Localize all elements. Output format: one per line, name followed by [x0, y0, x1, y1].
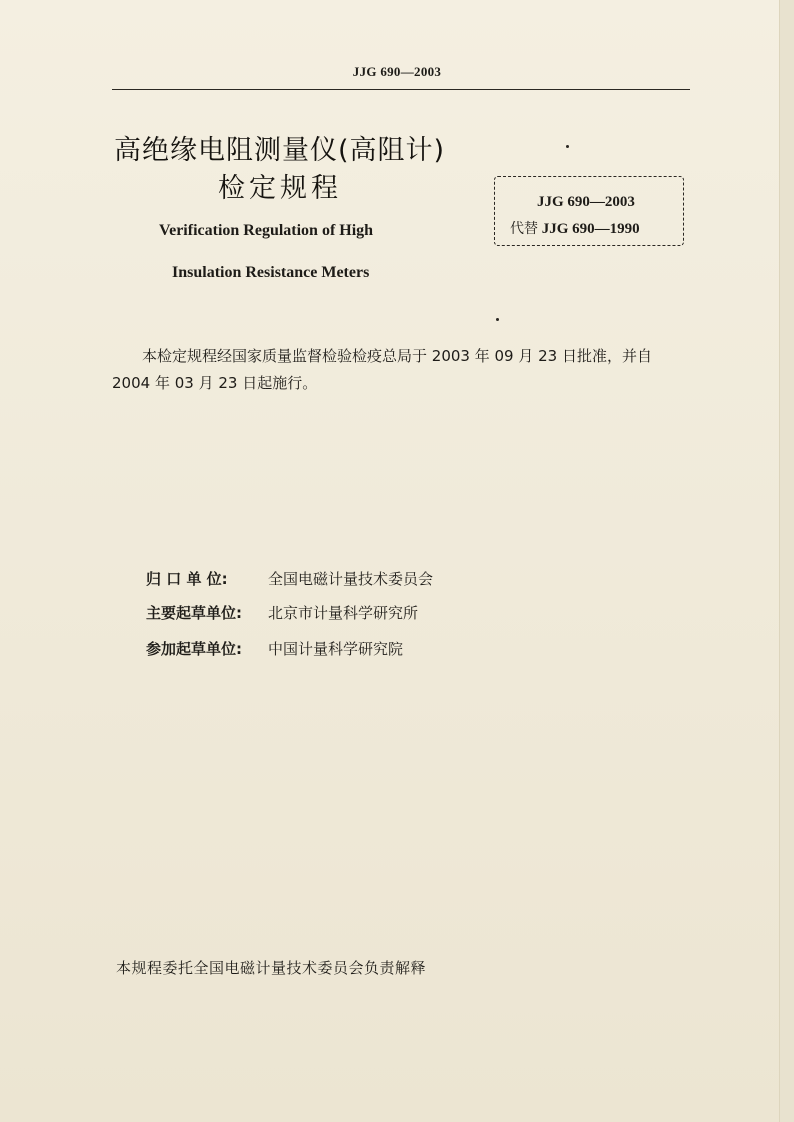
title-english-line-1: Verification Regulation of High: [159, 222, 374, 239]
org-value: 全国电磁计量技术委员会: [268, 570, 434, 588]
replace-word: 代替: [510, 221, 538, 237]
org-label: 归 口 单 位:: [146, 570, 228, 588]
org-value: 北京市计量科学研究所: [268, 604, 419, 622]
page-edge: [779, 0, 794, 1122]
header-rule: [112, 89, 690, 90]
speck-mark: [496, 318, 499, 321]
footer-note: 本规程委托全国电磁计量技术委员会负责解释: [116, 959, 427, 977]
speck-mark: [566, 145, 569, 148]
org-row-responsible: [146, 568, 433, 589]
org-row-participating-drafter: [146, 638, 403, 659]
org-label: 参加起草单位:: [146, 640, 242, 658]
header-standard-code: JJG 690—2003: [352, 64, 442, 79]
org-value: 中国计量科学研究院: [268, 640, 404, 658]
code-box-replaces: [510, 218, 640, 238]
code-box-current: JJG 690—2003: [537, 194, 635, 210]
org-label: 主要起草单位:: [146, 604, 242, 622]
title-english-line-2: Insulation Resistance Meters: [172, 264, 370, 281]
approval-paragraph: 本检定规程经国家质量监督检验检疫总局于 2003 年 09 月 23 日批准，并自 2004 年 03 月 23 日起施行。: [112, 347, 652, 392]
subtitle-chinese: 检定规程: [218, 173, 342, 204]
title-chinese: 高绝缘电阻测量仪(高阻计): [114, 135, 446, 166]
org-row-main-drafter: [146, 602, 418, 623]
replaced-code: JJG 690—1990: [541, 221, 640, 237]
